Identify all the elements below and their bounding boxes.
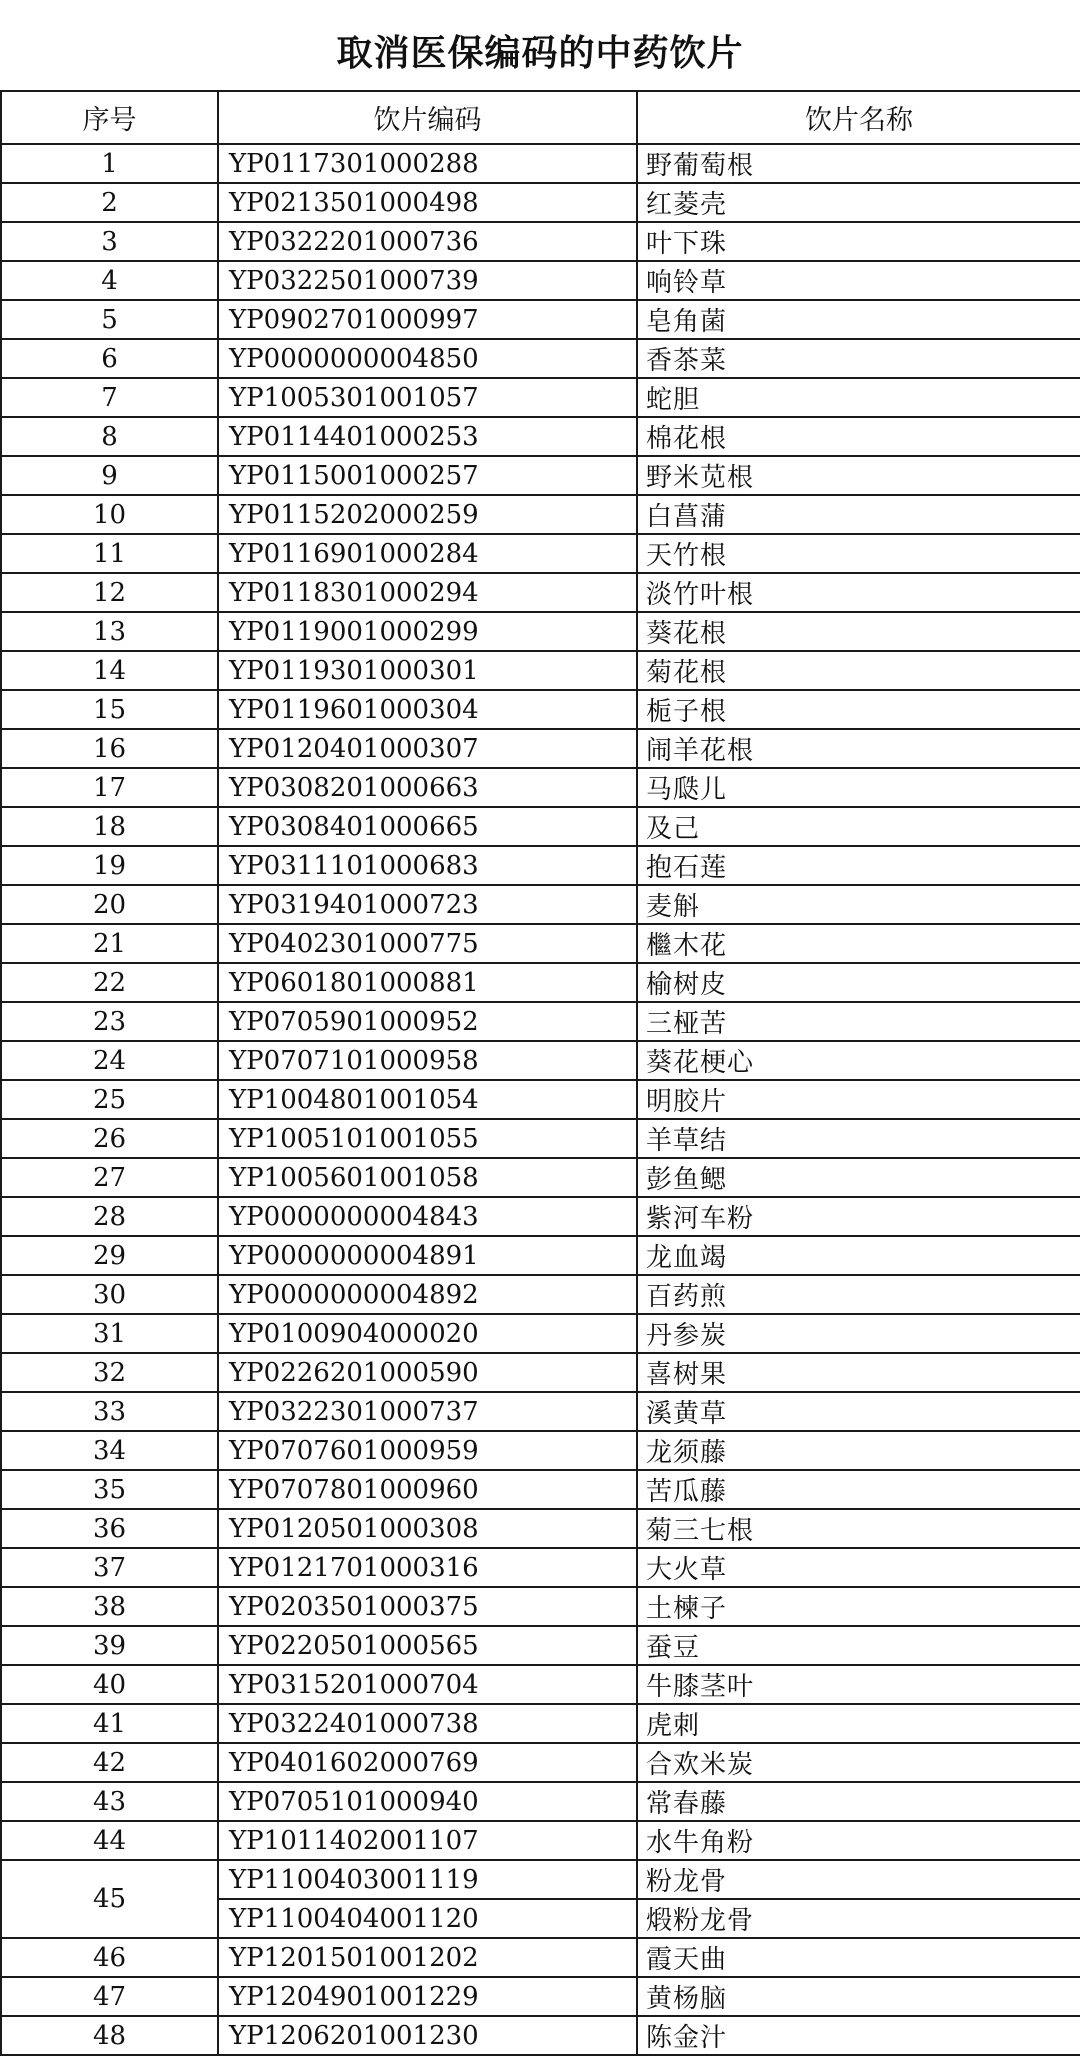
row-index: 5 <box>1 300 218 339</box>
row-index: 19 <box>1 846 218 885</box>
row-name: 淡竹叶根 <box>637 573 1080 612</box>
row-index: 35 <box>1 1470 218 1509</box>
row-code: YP0705901000952 <box>218 1002 637 1041</box>
row-name: 合欢米炭 <box>637 1743 1080 1782</box>
row-code: YP0119001000299 <box>218 612 637 651</box>
header-index: 序号 <box>1 91 218 144</box>
row-code: YP1204901001229 <box>218 1977 637 2016</box>
row-code: YP0707601000959 <box>218 1431 637 1470</box>
table-row <box>1 1041 1080 1080</box>
row-name: 蛇胆 <box>637 378 1080 417</box>
table-row <box>1 612 1080 651</box>
row-name: 牛膝茎叶 <box>637 1665 1080 1704</box>
page-title: 取消医保编码的中药饮片 <box>336 33 744 74</box>
row-name: 香茶菜 <box>637 339 1080 378</box>
row-name: 白菖蒲 <box>637 495 1080 534</box>
row-code: YP0114401000253 <box>218 417 637 456</box>
row-index: 7 <box>1 378 218 417</box>
row-index: 11 <box>1 534 218 573</box>
row-code: YP0902701000997 <box>218 300 637 339</box>
table-row <box>1 1314 1080 1353</box>
table-row <box>1 1821 1080 1860</box>
row-name: 大火草 <box>637 1548 1080 1587</box>
row-name: 喜树果 <box>637 1353 1080 1392</box>
table-row <box>1 1548 1080 1587</box>
row-index: 43 <box>1 1782 218 1821</box>
table-row <box>1 1743 1080 1782</box>
row-index: 32 <box>1 1353 218 1392</box>
row-index: 38 <box>1 1587 218 1626</box>
table-row <box>1 963 1080 1002</box>
row-code: YP1005601001058 <box>218 1158 637 1197</box>
table-row <box>1 339 1080 378</box>
row-index: 40 <box>1 1665 218 1704</box>
row-name: 天竹根 <box>637 534 1080 573</box>
row-code: YP0322501000739 <box>218 261 637 300</box>
row-code: YP0000000004843 <box>218 1197 637 1236</box>
row-code: YP0220501000565 <box>218 1626 637 1665</box>
row-index: 37 <box>1 1548 218 1587</box>
table-row <box>1 1119 1080 1158</box>
table-row <box>1 300 1080 339</box>
row-name: 龙血竭 <box>637 1236 1080 1275</box>
row-name: 黄杨脑 <box>637 1977 1080 2016</box>
table-row <box>1 1158 1080 1197</box>
row-index: 34 <box>1 1431 218 1470</box>
row-name: 棉花根 <box>637 417 1080 456</box>
row-index: 13 <box>1 612 218 651</box>
row-name: 丹参炭 <box>637 1314 1080 1353</box>
row-name: 龙须藤 <box>637 1431 1080 1470</box>
table-row <box>1 378 1080 417</box>
row-index: 18 <box>1 807 218 846</box>
row-code: YP0121701000316 <box>218 1548 637 1587</box>
table-row <box>1 651 1080 690</box>
row-code: YP0705101000940 <box>218 1782 637 1821</box>
row-code: YP0115202000259 <box>218 495 637 534</box>
row-code: YP0707101000958 <box>218 1041 637 1080</box>
row-name: 栀子根 <box>637 690 1080 729</box>
row-code: YP1005301001057 <box>218 378 637 417</box>
row-name: 虎刺 <box>637 1704 1080 1743</box>
row-name: 榆树皮 <box>637 963 1080 1002</box>
row-index: 31 <box>1 1314 218 1353</box>
row-name: 粉龙骨 <box>637 1860 1080 1899</box>
row-index: 17 <box>1 768 218 807</box>
row-code: YP0115001000257 <box>218 456 637 495</box>
row-name: 羊草结 <box>637 1119 1080 1158</box>
table-row <box>1 807 1080 846</box>
row-index: 42 <box>1 1743 218 1782</box>
row-name: 葵花根 <box>637 612 1080 651</box>
header-code: 饮片编码 <box>218 91 637 144</box>
row-code: YP0119601000304 <box>218 690 637 729</box>
row-index: 25 <box>1 1080 218 1119</box>
row-name: 响铃草 <box>637 261 1080 300</box>
row-code: YP1005101001055 <box>218 1119 637 1158</box>
row-code: YP1100403001119 <box>218 1860 637 1899</box>
row-code: YP0213501000498 <box>218 183 637 222</box>
header-row <box>1 91 1080 144</box>
row-index: 9 <box>1 456 218 495</box>
row-index: 8 <box>1 417 218 456</box>
table-row <box>1 1704 1080 1743</box>
row-index: 36 <box>1 1509 218 1548</box>
table-row <box>1 1275 1080 1314</box>
row-index: 15 <box>1 690 218 729</box>
row-name: 檵木花 <box>637 924 1080 963</box>
table-row <box>1 2016 1080 2055</box>
row-name: 抱石莲 <box>637 846 1080 885</box>
row-name: 麦斛 <box>637 885 1080 924</box>
row-name: 菊三七根 <box>637 1509 1080 1548</box>
row-index: 27 <box>1 1158 218 1197</box>
row-index: 4 <box>1 261 218 300</box>
row-code: YP0402301000775 <box>218 924 637 963</box>
row-code: YP0308401000665 <box>218 807 637 846</box>
row-name: 彭鱼鳃 <box>637 1158 1080 1197</box>
row-code: YP0000000004891 <box>218 1236 637 1275</box>
table-row <box>1 222 1080 261</box>
row-code: YP1201501001202 <box>218 1938 637 1977</box>
row-index: 39 <box>1 1626 218 1665</box>
row-index: 3 <box>1 222 218 261</box>
table-row <box>1 1977 1080 2016</box>
row-name: 野米苋根 <box>637 456 1080 495</box>
table-row <box>1 183 1080 222</box>
table-row <box>1 1587 1080 1626</box>
row-code: YP0120501000308 <box>218 1509 637 1548</box>
row-index: 48 <box>1 2016 218 2055</box>
row-name: 霞天曲 <box>637 1938 1080 1977</box>
row-index: 41 <box>1 1704 218 1743</box>
row-name: 及己 <box>637 807 1080 846</box>
table-row <box>1 846 1080 885</box>
row-index: 12 <box>1 573 218 612</box>
table-row <box>1 1236 1080 1275</box>
row-name: 百药煎 <box>637 1275 1080 1314</box>
table-row <box>1 1431 1080 1470</box>
row-code: YP0100904000020 <box>218 1314 637 1353</box>
table-row <box>1 924 1080 963</box>
row-name: 蚕豆 <box>637 1626 1080 1665</box>
row-index: 16 <box>1 729 218 768</box>
table-row <box>1 261 1080 300</box>
table-row <box>1 1080 1080 1119</box>
row-code: YP1004801001054 <box>218 1080 637 1119</box>
row-index: 29 <box>1 1236 218 1275</box>
row-code: YP0601801000881 <box>218 963 637 1002</box>
table-row <box>1 729 1080 768</box>
row-index: 20 <box>1 885 218 924</box>
row-code: YP0311101000683 <box>218 846 637 885</box>
row-code: YP0315201000704 <box>218 1665 637 1704</box>
row-code: YP0322201000736 <box>218 222 637 261</box>
table-row <box>1 1353 1080 1392</box>
table-row <box>1 1509 1080 1548</box>
row-name: 陈金汁 <box>637 2016 1080 2055</box>
table-row <box>1 1626 1080 1665</box>
row-name: 煅粉龙骨 <box>637 1899 1080 1938</box>
row-code: YP0203501000375 <box>218 1587 637 1626</box>
table-row <box>1 1197 1080 1236</box>
row-name: 土楝子 <box>637 1587 1080 1626</box>
row-code: YP1100404001120 <box>218 1899 637 1938</box>
row-name: 常春藤 <box>637 1782 1080 1821</box>
row-code: YP0226201000590 <box>218 1353 637 1392</box>
row-code: YP0119301000301 <box>218 651 637 690</box>
table-row <box>1 534 1080 573</box>
row-name: 明胶片 <box>637 1080 1080 1119</box>
row-name: 皂角菌 <box>637 300 1080 339</box>
row-code: YP0117301000288 <box>218 144 637 183</box>
table-body <box>1 144 1080 2055</box>
table-row <box>1 1665 1080 1704</box>
row-name: 马瓞儿 <box>637 768 1080 807</box>
row-code: YP0707801000960 <box>218 1470 637 1509</box>
row-index: 6 <box>1 339 218 378</box>
table-row <box>1 573 1080 612</box>
row-name: 三桠苦 <box>637 1002 1080 1041</box>
row-code: YP1206201001230 <box>218 2016 637 2055</box>
row-code: YP0322401000738 <box>218 1704 637 1743</box>
table-row <box>1 1860 1080 1899</box>
row-index: 24 <box>1 1041 218 1080</box>
table-row <box>1 417 1080 456</box>
row-name: 溪黄草 <box>637 1392 1080 1431</box>
table-row <box>1 1782 1080 1821</box>
table-row <box>1 690 1080 729</box>
row-name: 野葡萄根 <box>637 144 1080 183</box>
row-index: 45 <box>1 1860 218 1938</box>
row-index: 23 <box>1 1002 218 1041</box>
row-name: 叶下珠 <box>637 222 1080 261</box>
row-code: YP0322301000737 <box>218 1392 637 1431</box>
row-code: YP0401602000769 <box>218 1743 637 1782</box>
table-row <box>1 1938 1080 1977</box>
row-index: 47 <box>1 1977 218 2016</box>
row-index: 10 <box>1 495 218 534</box>
table-row <box>1 1470 1080 1509</box>
row-code: YP0116901000284 <box>218 534 637 573</box>
row-index: 28 <box>1 1197 218 1236</box>
row-index: 14 <box>1 651 218 690</box>
header-name: 饮片名称 <box>637 91 1080 144</box>
row-name: 紫河车粉 <box>637 1197 1080 1236</box>
row-code: YP0319401000723 <box>218 885 637 924</box>
row-code: YP0308201000663 <box>218 768 637 807</box>
row-name: 葵花梗心 <box>637 1041 1080 1080</box>
row-code: YP0000000004850 <box>218 339 637 378</box>
row-index: 30 <box>1 1275 218 1314</box>
table-row <box>1 495 1080 534</box>
row-code: YP0000000004892 <box>218 1275 637 1314</box>
row-index: 22 <box>1 963 218 1002</box>
row-index: 2 <box>1 183 218 222</box>
row-name: 红菱壳 <box>637 183 1080 222</box>
row-name: 苦瓜藤 <box>637 1470 1080 1509</box>
row-code: YP0118301000294 <box>218 573 637 612</box>
table-row <box>1 456 1080 495</box>
row-name: 水牛角粉 <box>637 1821 1080 1860</box>
row-code: YP0120401000307 <box>218 729 637 768</box>
row-index: 26 <box>1 1119 218 1158</box>
table-row <box>1 144 1080 183</box>
row-index: 46 <box>1 1938 218 1977</box>
row-index: 21 <box>1 924 218 963</box>
row-index: 33 <box>1 1392 218 1431</box>
row-code: YP1011402001107 <box>218 1821 637 1860</box>
row-name: 菊花根 <box>637 651 1080 690</box>
herb-table <box>0 90 1080 2056</box>
table-row <box>1 1002 1080 1041</box>
table-row <box>1 1392 1080 1431</box>
row-index: 1 <box>1 144 218 183</box>
row-index: 44 <box>1 1821 218 1860</box>
table-row <box>1 885 1080 924</box>
table-row <box>1 768 1080 807</box>
row-name: 闹羊花根 <box>637 729 1080 768</box>
